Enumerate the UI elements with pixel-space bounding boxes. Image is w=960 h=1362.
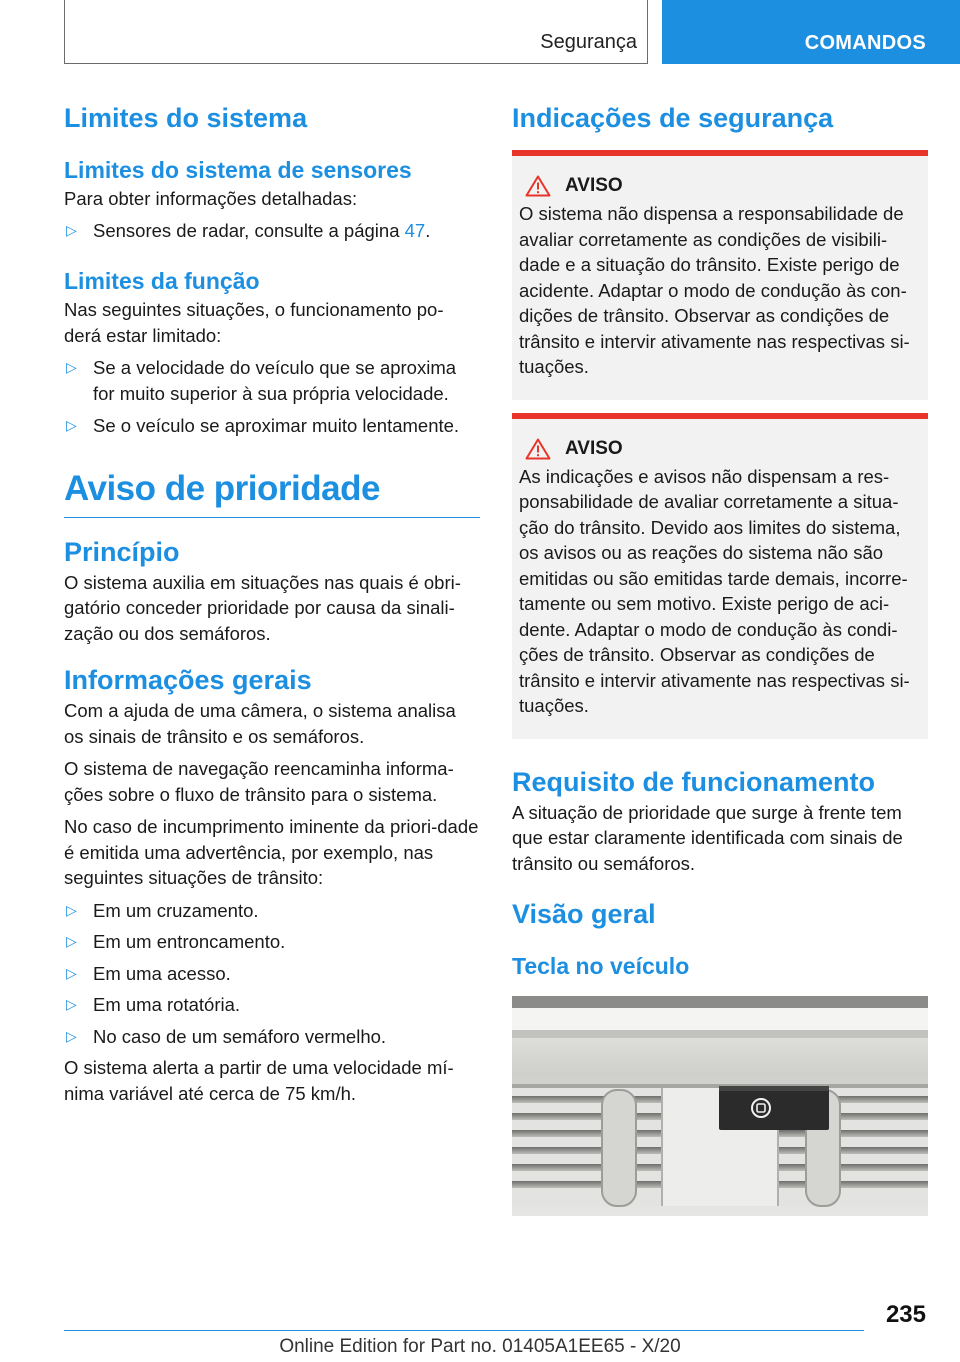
header-section-title: Segurança [540,31,637,53]
dashboard-illustration [512,996,928,1216]
heading-sensor-limits: Limites do sistema de sensores [64,157,412,183]
triangle-right-icon: ▷ [66,417,77,433]
warning-box-1 [512,150,928,400]
sensors-intro: Para obter informações detalhadas: [64,188,358,209]
heading-system-limits: Limites do sistema [64,103,308,133]
list-item: ▷ Em uma acesso. [64,961,480,987]
header-chapter-box [662,0,960,64]
heading-principle: Princípio [64,536,180,567]
vehicle-button-photo [512,996,928,1216]
warning-triangle-icon [525,438,551,460]
header-section-box [64,0,648,64]
list-item: ▷ Em um entroncamento. [64,929,480,955]
triangle-right-icon: ▷ [66,933,77,949]
footer-edition: Online Edition for Part no. 01405A1EE65 - X/20 [279,1336,681,1357]
traffic-situations-list [64,898,480,1050]
list-item: ▷ Se a velocidade do veículo que se aproxima for muito superior à sua própria velocidade. [66,357,457,404]
list-item: ▷ Se o veículo se aproximar muito lentamente. [64,413,480,439]
general-paragraph-2: O sistema de navegação reencaminha informa-ções sobre o fluxo de trânsito para o sistema. [64,758,454,805]
triangle-right-icon: ▷ [66,996,77,1012]
triangle-right-icon: ▷ [66,901,77,918]
heading-vehicle-button: Tecla no veículo [512,953,690,979]
general-paragraph-3: No caso de incumprimento iminente da priori-dade é emitida uma advertência, por exemplo, nas seguintes situações de trânsito: [64,816,479,888]
list-item: ▷ Sensores de radar, consulte a página 47. [64,218,480,244]
heading-priority-warning: Aviso de prioridade [64,468,380,508]
triangle-right-icon: ▷ [66,964,77,981]
warning-1-title: AVISO [565,175,623,196]
sensors-list [64,218,480,244]
warning-1-text: O sistema não dispensa a responsabilidade de avaliar corretamente as condições de visibili-dade e a situação do trânsito. Existe perigo de acidente. Adaptar o modo de condução às con-dições de trânsito. Observar as condições de trânsito e intervir ativamente nas respectivas si-tuações. [519,203,910,377]
warning-triangle-icon [525,175,551,197]
general-paragraph-1: Com a ajuda de uma câmera, o sistema analisa os sinais de trânsito e os semáforos. [64,700,456,747]
list-item: ▷ Em um cruzamento. [64,898,480,924]
function-list [64,355,480,439]
heading-general-info: Informações gerais [64,665,312,695]
page-link-47[interactable]: 47 [404,219,426,241]
triangle-right-icon: ▷ [66,1027,77,1044]
page-number: 235 [885,1301,926,1328]
heading-overview: Visão geral [512,899,656,929]
heading-requirement: Requisito de funcionamento [512,766,876,797]
warning-box-2 [512,413,928,739]
footer-divider [64,1330,864,1331]
list-item: ▷ Em uma rotatória. [64,992,480,1018]
principle-text: O sistema auxilia em situações nas quais é obri-gatório conceder prioridade por causa da sinali-zação ou dos semáforos. [64,571,461,644]
warning-2-title: AVISO [565,437,623,459]
chapter-heading-block [64,467,480,518]
list-item: ▷ No caso de um semáforo vermelho. [64,1024,480,1050]
requirement-text: A situação de prioridade que surge à frente tem que estar claramente identificada com sinais de trânsito ou semáforos. [512,801,903,874]
general-paragraph-4: O sistema alerta a partir de uma velocidade mí-nima variável até cerca de 75 km/h. [64,1057,454,1104]
triangle-right-icon: ▷ [66,221,77,238]
header-chapter-title: COMANDOS [804,32,926,54]
warning-2-text: As indicações e avisos não dispensam a res-ponsabilidade de avaliar corretamente a situa-ção do trânsito. Devido aos limites do sistema, os avisos ou as reações do sistema não são emitidas ou são emitidas tarde demais, incorre-tamente ou sem motivo. Existe perigo de aci-dente. Adaptar o modo de condução às condi-ções de trânsito. Observar as condições de trânsito e intervir ativamente nas respectivas si-tuações. [519,465,910,716]
function-intro: Nas seguintes situações, o funcionamento po-derá estar limitado: [64,299,444,346]
triangle-right-icon: ▷ [66,359,77,375]
left-column [64,100,480,1106]
heading-safety-notes: Indicações de segurança [512,103,834,133]
right-column [512,100,928,1216]
heading-function-limits: Limites da função [64,268,260,294]
